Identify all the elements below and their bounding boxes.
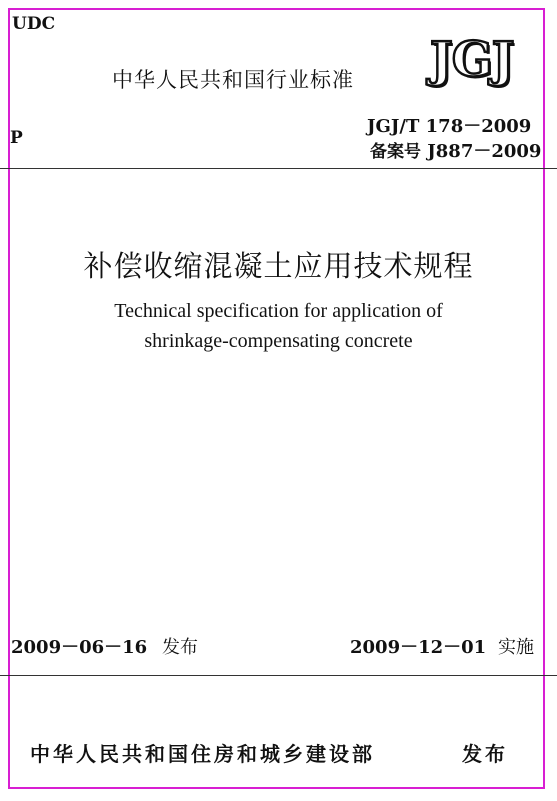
title-english-line1: Technical specification for application of: [114, 300, 443, 322]
issue-date-label: 发布: [162, 637, 198, 658]
standard-number: JGJ/T 178－2009: [367, 116, 532, 137]
issue-date: 2009－06－16: [11, 637, 148, 658]
jgj-logo: JGJ: [430, 32, 514, 88]
record-code: J887－2009: [421, 141, 542, 162]
top-divider: [0, 168, 557, 169]
title-chinese: 补偿收缩混凝土应用技术规程: [83, 249, 474, 283]
title-english-line2: shrinkage-compensating concrete: [144, 330, 413, 352]
issuing-label: 发布: [462, 742, 508, 766]
standard-category: 中华人民共和国行业标准: [112, 68, 354, 92]
classification-code: P: [10, 128, 23, 148]
effective-date: 2009－12－01: [350, 637, 487, 658]
issuing-authority: 中华人民共和国住房和城乡建设部: [30, 742, 375, 766]
record-number: [370, 137, 541, 163]
udc-label: UDC: [12, 14, 56, 34]
effective-date-label: 实施: [498, 637, 534, 658]
record-prefix: 备案号: [370, 142, 421, 162]
bottom-divider: [0, 675, 557, 676]
